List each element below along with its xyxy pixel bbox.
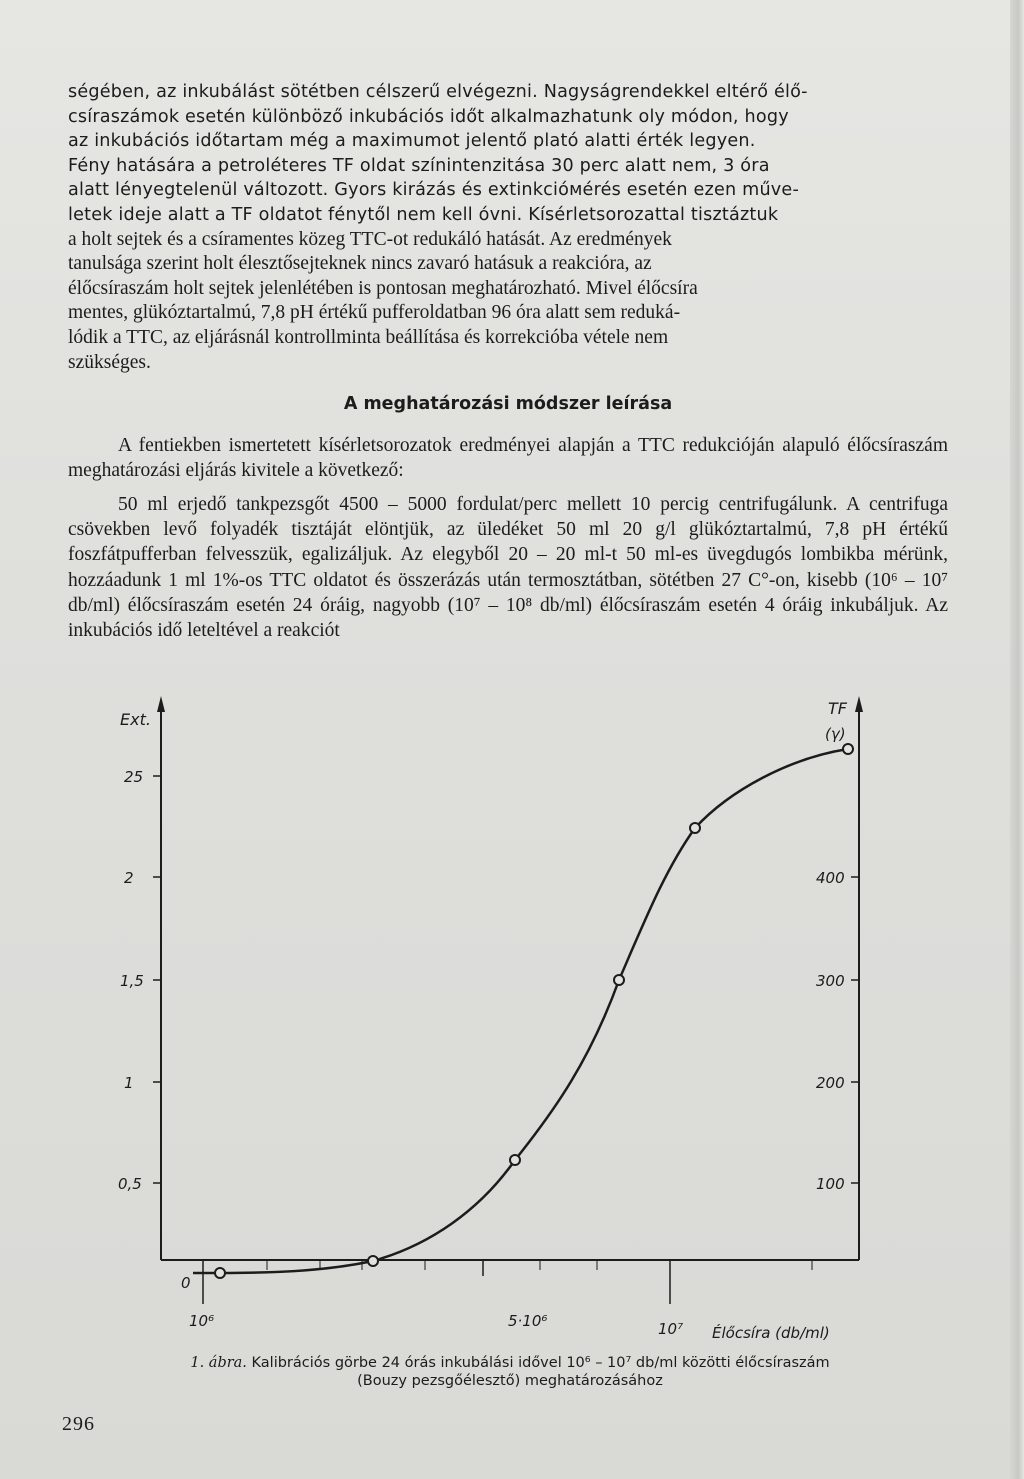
marker-6	[843, 744, 853, 754]
left-tick-1-5: 1,5	[120, 972, 144, 990]
figure-label: 1. ábra.	[190, 1355, 247, 1371]
left-tick-2: 2	[124, 869, 134, 887]
p1-line-10: mentes, glükóztartalmú, 7,8 pH értékű pufferoldatban 96 óra alatt sem reduká-	[68, 302, 681, 324]
p1-line-7: a holt sejtek és a csíramentes közeg TTC-ot redukáló hatását. Az eredmények	[68, 228, 672, 250]
right-tick-400: 400	[816, 869, 845, 887]
p1-line-6: letek ideje alatt a TF oldatot fénytől nem kell óvni. Kísérletsorozattal tisztáztuk	[68, 204, 779, 225]
x-tick-10-6: 10⁶	[189, 1312, 215, 1330]
page-edge	[1010, 0, 1024, 1479]
calibration-curve	[193, 749, 848, 1273]
right-ticks	[816, 869, 859, 1193]
marker-3	[510, 1155, 520, 1165]
paragraph-2	[68, 433, 948, 483]
p1-line-3: az inkubációs időtartam még a maximumot jelentő plató alatti érték legyen.	[68, 131, 756, 152]
data-markers	[215, 744, 853, 1278]
calibration-chart	[100, 690, 900, 1350]
p1-line-1: ségében, az inkubálást sötétben célszerű elvégezni. Nagyságrendekkel eltérő élő-	[68, 82, 808, 102]
left-axis-label: Ext.	[120, 710, 151, 729]
marker-2	[368, 1256, 378, 1266]
origin-label: 0	[181, 1274, 191, 1292]
paragraph-3-text: 50 ml erjedő tankpezsgőt 4500 – 5000 fordulat/perc mellett 10 percig centrifugálunk. A centrifuga csövekben levő folyadék tisztáját elöntjük, az üledéket 50 ml 20 g/l glükóztartalmú, 7,8 pH értékű foszfátpufferban felvesszük, egalizáljuk. Az elegyből 20 – 20 ml-t 50 ml-es üvegdugós lombikba mérünk, hozzáadunk 1 ml 1%-os TTC oldatot és összerázás után termosztátban, sötétben 27 C°-on, kisebb (10⁶ – 10⁷ db/ml) élőcsíraszám esetén 24 óráig, nagyobb (10⁷ – 10⁸ db/ml) élőcsíraszám esetén 4 óráig inkubáljuk. Az inkubációs idő leteltével a reakciót	[68, 494, 948, 642]
p1-line-5: alatt lényegtelenül változott. Gyors kirázás és extinkcióмérés esetén ezen műve-	[68, 180, 799, 201]
left-tick-0-5: 0,5	[118, 1175, 142, 1193]
paragraph-1	[68, 80, 948, 375]
p1-line-8: tanulsága szerint holt élesztősejteknek nincs zavaró hatásuk a reakcióra, az	[68, 253, 652, 275]
left-tick-1: 1	[124, 1074, 134, 1092]
right-axis-arrow	[855, 696, 863, 712]
marker-5	[690, 823, 700, 833]
p1-line-2: csíraszámok esetén különböző inkubációs időt alkalmazhatunk oly módon, hogy	[68, 106, 789, 127]
x-tick-10-7: 10⁷	[658, 1320, 684, 1338]
left-axis-arrow	[157, 696, 165, 712]
page-number: 296	[62, 1413, 95, 1435]
caption-line-1: Kalibrációs görbe 24 órás inkubálási idővel 10⁶ – 10⁷ db/ml közötti élőcsíraszám	[251, 1355, 830, 1371]
left-tick-25: 25	[124, 768, 144, 786]
paragraph-2-text: A fentiekben ismertetett kísérletsorozatok eredményei alapján a TTC redukcióján alapuló élőcsíraszám meghatározási eljárás kivitele a következő:	[68, 435, 948, 481]
p1-line-4: Fény hatására a petroléteres TF oldat színintenzitása 30 perc alatt nem, 3 óra	[68, 155, 770, 176]
p1-line-12: szükséges.	[68, 351, 151, 373]
right-axis-label-2: (γ)	[825, 725, 846, 743]
caption-line-2: (Bouzy pezsgőélesztő) meghatározásához	[357, 1373, 663, 1389]
paragraph-3	[68, 492, 948, 643]
right-tick-300: 300	[816, 972, 845, 990]
section-heading: A meghatározási módszer leírása	[343, 394, 673, 414]
x-tick-5x10-6: 5·10⁶	[508, 1312, 548, 1330]
marker-4	[614, 975, 624, 985]
marker-1	[215, 1268, 225, 1278]
p1-line-11: lódik a TTC, az eljárásnál kontrollminta beállítása és korrekcióba vétele nem	[68, 326, 669, 348]
figure-caption	[60, 1354, 960, 1390]
right-axis-label-1: TF	[828, 699, 847, 718]
p1-line-9: élőcsíraszám holt sejtek jelenlétében is pontosan meghatározható. Mivel élőcsíra	[68, 277, 698, 299]
left-ticks	[118, 768, 161, 1193]
x-axis-label: Élőcsíra (db/ml)	[712, 1324, 830, 1342]
right-tick-100: 100	[816, 1175, 845, 1193]
right-tick-200: 200	[816, 1074, 845, 1092]
